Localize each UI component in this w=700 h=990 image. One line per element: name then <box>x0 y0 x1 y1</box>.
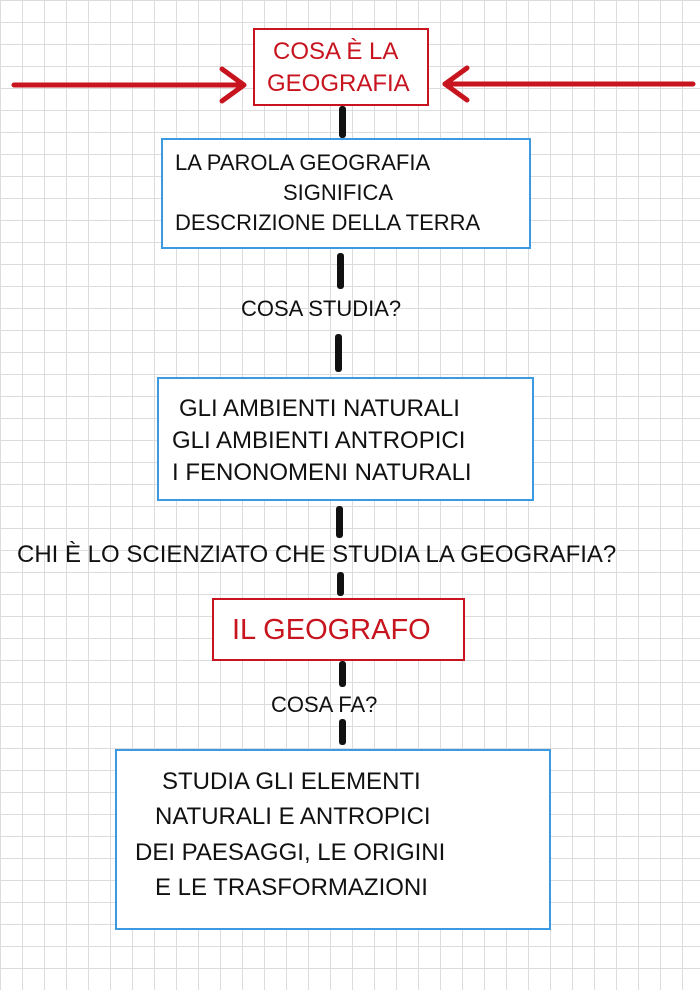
topics-line-1: GLI AMBIENTI NATURALI <box>179 395 460 422</box>
arrow-right-icon <box>10 65 260 105</box>
connector-question-activity <box>339 719 346 745</box>
title-line-2: GEOGRAFIA <box>267 70 410 97</box>
definition-box <box>161 138 531 249</box>
activity-box <box>115 749 551 930</box>
activity-line-3: DEI PAESAGGI, LE ORIGINI <box>135 839 446 866</box>
title-box <box>253 28 429 106</box>
connector-topics-question <box>336 506 343 538</box>
question-scientist: CHI È LO SCIENZIATO CHE STUDIA LA GEOGRAFIA? <box>17 541 617 568</box>
topics-line-3: I FENONOMENI NATURALI <box>172 459 472 486</box>
scientist-label: IL GEOGRAFO <box>232 614 431 646</box>
activity-line-2: NATURALI E ANTROPICI <box>155 803 431 830</box>
definition-line-2: SIGNIFICA <box>283 180 394 205</box>
activity-line-4: E LE TRASFORMAZIONI <box>155 874 428 901</box>
topics-box <box>157 377 534 501</box>
arrow-left-icon <box>433 64 698 104</box>
question-what-it-does: COSA FA? <box>271 692 378 717</box>
scientist-box <box>212 598 465 661</box>
connector-title-definition <box>339 106 346 138</box>
definition-line-3: DESCRIZIONE DELLA TERRA <box>175 210 481 235</box>
connector-question-scientist <box>337 572 344 596</box>
connector-definition-question <box>337 253 344 289</box>
question-what-it-studies: COSA STUDIA? <box>241 296 402 321</box>
connector-scientist-question <box>339 661 346 687</box>
definition-line-1: LA PAROLA GEOGRAFIA <box>175 150 431 175</box>
title-line-1: COSA È LA <box>273 38 399 65</box>
connector-question-topics <box>335 334 342 372</box>
activity-line-1: STUDIA GLI ELEMENTI <box>162 768 421 795</box>
topics-line-2: GLI AMBIENTI ANTROPICI <box>172 427 466 454</box>
